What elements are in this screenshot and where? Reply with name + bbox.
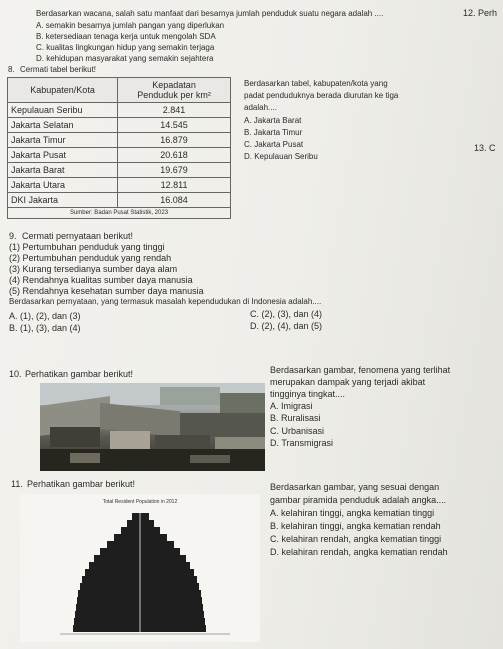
header-kabupaten: Kabupaten/Kota	[8, 78, 118, 103]
table-row	[8, 193, 231, 208]
row-value: 12.811	[118, 178, 231, 193]
q11-stem-line1: Berdasarkan gambar, yang sesuai dengan	[270, 482, 440, 492]
q10-stem-line2: merupakan dampak yang terjadi akibat	[270, 377, 426, 387]
row-name: Jakarta Selatan	[8, 118, 118, 133]
q9-statement-4: (4) Rendahnya kualitas sumber daya manusia	[9, 275, 193, 285]
row-value: 16.879	[118, 133, 231, 148]
q8-stem-line2: padat penduduknya berada diurutan ke tiga	[244, 91, 399, 100]
q10-option-d[interactable]: D. Transmigrasi	[270, 438, 334, 448]
row-name: Kepulauan Seribu	[8, 103, 118, 118]
q7-option-d[interactable]: D. kehidupan masyarakat yang semakin sejahtera	[36, 54, 214, 63]
q9-stem: Berdasarkan pernyataan, yang termasuk masalah kependudukan di Indonesia adalah....	[9, 297, 322, 306]
q12-number-partial: 12. Perh	[463, 8, 498, 18]
row-name: DKI Jakarta	[8, 193, 118, 208]
row-value: 20.618	[118, 148, 231, 163]
pyramid-bars	[73, 513, 206, 632]
q7-option-c[interactable]: C. kualitas lingkungan hidup yang semakin terjaga	[36, 43, 215, 52]
q9-option-d[interactable]: D. (2), (4), dan (5)	[250, 321, 323, 331]
row-value: 2.841	[118, 103, 231, 118]
table-row	[8, 103, 231, 118]
table-row	[8, 178, 231, 193]
q7-option-b[interactable]: B. ketersediaan tenaga kerja untuk mengolah SDA	[36, 32, 216, 41]
row-name: Jakarta Timur	[8, 133, 118, 148]
header-kepadatan	[118, 78, 231, 103]
q8-option-c[interactable]: C. Jakarta Pusat	[244, 140, 304, 149]
population-pyramid	[20, 494, 260, 642]
q7-option-a[interactable]: A. semakin besarnya jumlah pangan yang diperlukan	[36, 21, 225, 30]
q8-intro: Cermati tabel berikut!	[20, 65, 97, 74]
q11-option-a[interactable]: A. kelahiran tinggi, angka kematian tinggi	[270, 508, 435, 518]
table-source-row	[8, 208, 231, 219]
q8-option-d[interactable]: D. Kepulauan Seribu	[244, 152, 318, 161]
q10-intro: Perhatikan gambar berikut!	[25, 369, 134, 379]
q9-intro: Cermati pernyataan berikut!	[22, 231, 134, 241]
row-name: Jakarta Pusat	[8, 148, 118, 163]
q9-statement-5: (5) Rendahnya kesehatan sumber daya manusia	[9, 286, 204, 296]
q11-option-b[interactable]: B. kelahiran tinggi, angka kematian rendah	[270, 521, 441, 531]
row-value: 16.084	[118, 193, 231, 208]
density-table	[7, 77, 231, 219]
q11-option-d[interactable]: D. kelahiran rendah, angka kematian rendah	[270, 547, 448, 557]
pyramid-title: Total Resident Population in 2012	[102, 499, 178, 505]
q10-stem-line3: tingginya tingkat....	[270, 389, 346, 399]
q13-number-partial: 13. C	[474, 143, 496, 153]
q11-stem-line2: gambar piramida penduduk adalah angka....	[270, 495, 447, 505]
q8-option-b[interactable]: B. Jakarta Timur	[244, 128, 303, 137]
q10-number: 10.	[9, 369, 22, 379]
q10-option-a[interactable]: A. Imigrasi	[270, 401, 313, 411]
q9-option-c[interactable]: C. (2), (3), dan (4)	[250, 309, 323, 319]
q10-stem-line1: Berdasarkan gambar, fenomena yang terlihat	[270, 365, 451, 375]
table-header-row	[8, 78, 231, 103]
q9-statement-1: (1) Pertumbuhan penduduk yang tinggi	[9, 242, 165, 252]
table-row	[8, 133, 231, 148]
q9-option-a[interactable]: A. (1), (2), dan (3)	[9, 311, 81, 321]
row-value: 19.679	[118, 163, 231, 178]
header-kepadatan-line1: Kepadatan	[152, 80, 196, 90]
q9-statement-3: (3) Kurang tersedianya sumber daya alam	[9, 264, 178, 274]
q8-number: 8.	[8, 65, 15, 74]
q9-number: 9.	[9, 231, 17, 241]
q8-stem-line3: adalah....	[244, 103, 277, 112]
table-row	[8, 148, 231, 163]
q10-option-b[interactable]: B. Ruralisasi	[270, 413, 321, 423]
row-name: Jakarta Utara	[8, 178, 118, 193]
q9-statement-2: (2) Pertumbuhan penduduk yang rendah	[9, 253, 172, 263]
q8-option-a[interactable]: A. Jakarta Barat	[244, 116, 302, 125]
table-source: Sumber: Badan Pusat Statistik, 2023	[8, 208, 231, 219]
q9-option-b[interactable]: B. (1), (3), dan (4)	[9, 323, 81, 333]
row-value: 14.545	[118, 118, 231, 133]
q10-option-c[interactable]: C. Urbanisasi	[270, 426, 325, 436]
q11-number: 11.	[11, 479, 23, 489]
slum-settlement-photo	[40, 383, 265, 471]
pyramid-graphic	[20, 494, 260, 642]
header-kepadatan-line2: Penduduk per km²	[137, 90, 211, 100]
q7-stem: Berdasarkan wacana, salah satu manfaat dari besarnya jumlah penduduk suatu negara adalah ....	[36, 9, 384, 18]
q11-intro: Perhatikan gambar berikut!	[27, 479, 136, 489]
q8-stem-line1: Berdasarkan tabel, kabupaten/kota yang	[244, 79, 388, 88]
table-row	[8, 163, 231, 178]
table-row	[8, 118, 231, 133]
row-name: Jakarta Barat	[8, 163, 118, 178]
q11-option-c[interactable]: C. kelahiran rendah, angka kematian tinggi	[270, 534, 442, 544]
